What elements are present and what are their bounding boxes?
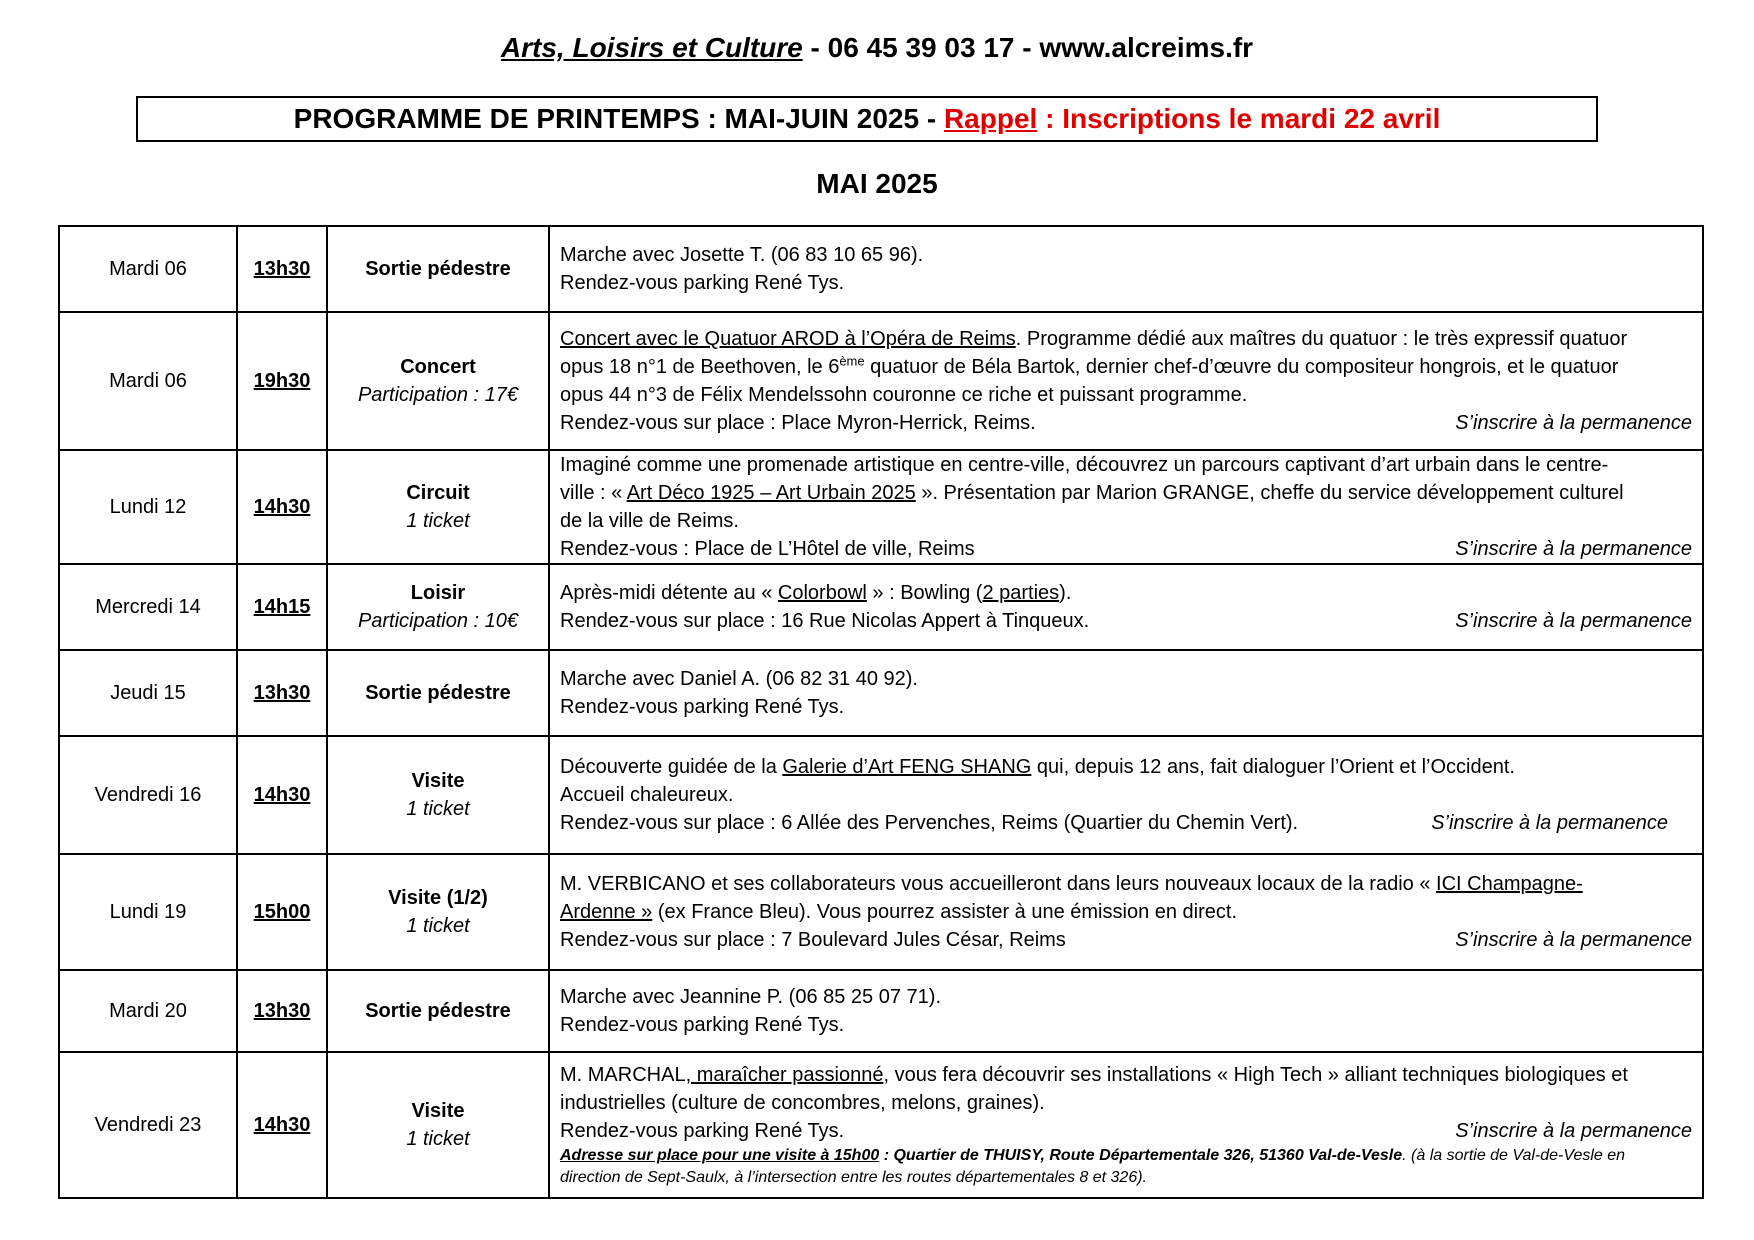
reminder	[944, 103, 1440, 134]
event-time: 13h30	[237, 970, 327, 1052]
table-row	[59, 564, 1703, 650]
event-description	[549, 736, 1703, 854]
event-type: Visite	[411, 1100, 465, 1122]
organization-name: Arts, Loisirs et Culture	[500, 32, 803, 63]
desc-text: quatuor de Béla Bartok, dernier chef-d’œuvre du compositeur hongrois, et le quatuor	[864, 356, 1619, 378]
desc-line	[560, 870, 1692, 898]
event-type: Sortie pédestre	[365, 1000, 511, 1022]
register-note: S’inscrire à la permanence	[1455, 412, 1692, 434]
desc-line: Marche avec Josette T. (06 83 10 65 96).	[560, 244, 924, 266]
event-detail: , maraîcher passionné	[685, 1064, 884, 1086]
desc-text: Rendez-vous sur place : 16 Rue Nicolas Appert à Tinqueux.	[560, 610, 1090, 632]
desc-text: qui, depuis 12 ans, fait dialoguer l’Orient et l’Occident.	[1031, 756, 1515, 778]
address-note	[560, 1145, 1692, 1167]
desc-line: Rendez-vous parking René Tys.	[560, 1014, 845, 1036]
event-link: Concert avec le Quatuor AROD à l’Opéra de Reims	[560, 328, 1016, 350]
event-description	[549, 450, 1703, 564]
event-type-cell	[327, 970, 549, 1052]
event-day: Mardi 20	[59, 970, 237, 1052]
reminder-label: Rappel	[943, 103, 1038, 134]
desc-line: Accueil chaleureux.	[560, 784, 734, 806]
event-description	[549, 564, 1703, 650]
desc-text: » : Bowling (	[866, 582, 983, 604]
desc-line: Imaginé comme une promenade artistique en centre-ville, découvrez un parcours captivant d’art urbain dans le centre-	[560, 454, 1609, 476]
event-detail: 2 parties	[982, 582, 1060, 604]
table-row	[59, 226, 1703, 312]
desc-line	[560, 353, 1692, 381]
event-day: Lundi 12	[59, 450, 237, 564]
event-link: Art Déco 1925 – Art Urbain 2025	[626, 482, 916, 504]
desc-text: ).	[1059, 582, 1072, 604]
note-text: . (à la sortie de Val-de-Vesle en	[1402, 1147, 1626, 1164]
desc-line: industrielles (culture de concombres, melons, graines).	[560, 1092, 1045, 1114]
event-day: Vendredi 16	[59, 736, 237, 854]
superscript: ème	[839, 353, 865, 369]
reminder-text: : Inscriptions le mardi 22 avril	[1037, 103, 1441, 134]
table-row	[59, 736, 1703, 854]
desc-text: ville : «	[560, 482, 627, 504]
desc-line	[560, 753, 1692, 781]
program-banner	[136, 96, 1598, 142]
desc-line: Marche avec Daniel A. (06 82 31 40 92).	[560, 668, 918, 690]
event-time: 13h30	[237, 650, 327, 736]
desc-line	[560, 579, 1692, 607]
event-price: 1 ticket	[406, 915, 470, 937]
note-label: Adresse sur place pour une visite à 15h00	[560, 1147, 880, 1164]
event-link: Galerie d’Art FENG SHANG	[782, 756, 1032, 778]
register-note: S’inscrire à la permanence	[1455, 929, 1692, 951]
event-type-cell	[327, 564, 549, 650]
desc-text: . Programme dédié aux maîtres du quatuor : le très expressif quatuor	[1015, 328, 1628, 350]
event-description	[549, 312, 1703, 450]
desc-line	[560, 479, 1692, 507]
event-type-cell	[327, 854, 549, 970]
event-type: Visite	[411, 770, 465, 792]
desc-line	[560, 898, 1692, 926]
event-time: 14h15	[237, 564, 327, 650]
desc-text: ». Présentation par Marion GRANGE, cheffe du service développement culturel	[915, 482, 1624, 504]
event-type: Sortie pédestre	[365, 258, 511, 280]
event-time: 14h30	[237, 1052, 327, 1198]
event-description	[549, 970, 1703, 1052]
address-note-line: direction de Sept-Saulx, à l’intersection entre les routes départementales 8 et 326).	[560, 1169, 1147, 1186]
event-time: 13h30	[237, 226, 327, 312]
event-day: Vendredi 23	[59, 1052, 237, 1198]
event-type-cell	[327, 1052, 549, 1198]
table-row	[59, 312, 1703, 450]
event-day: Mardi 06	[59, 312, 237, 450]
event-description	[549, 650, 1703, 736]
table-row	[59, 970, 1703, 1052]
desc-text: Rendez-vous parking René Tys.	[560, 1120, 845, 1142]
event-time: 14h30	[237, 736, 327, 854]
desc-text: Rendez-vous sur place : 7 Boulevard Jules César, Reims	[560, 929, 1066, 951]
desc-line: de la ville de Reims.	[560, 510, 739, 532]
page-header	[0, 32, 1754, 64]
event-description	[549, 226, 1703, 312]
event-time: 14h30	[237, 450, 327, 564]
desc-text: Après-midi détente au «	[560, 582, 778, 604]
desc-line: opus 44 n°3 de Félix Mendelssohn couronne ce riche et puissant programme.	[560, 384, 1248, 406]
desc-line	[560, 1061, 1692, 1089]
event-link: Ardenne »	[560, 901, 653, 923]
table-row	[59, 650, 1703, 736]
event-day: Jeudi 15	[59, 650, 237, 736]
event-day: Mercredi 14	[59, 564, 237, 650]
desc-text: Découverte guidée de la	[560, 756, 783, 778]
event-type: Sortie pédestre	[365, 682, 511, 704]
event-description	[549, 1052, 1703, 1198]
register-note: S’inscrire à la permanence	[1455, 1120, 1692, 1142]
event-day: Lundi 19	[59, 854, 237, 970]
event-time: 15h00	[237, 854, 327, 970]
event-price: Participation : 10€	[357, 610, 519, 632]
event-type: Circuit	[406, 482, 470, 504]
desc-line	[560, 607, 1692, 635]
desc-line: Marche avec Jeannine P. (06 85 25 07 71).	[560, 986, 941, 1008]
table-row	[59, 450, 1703, 564]
table-row	[59, 1052, 1703, 1198]
event-type-cell	[327, 450, 549, 564]
event-link: Colorbowl	[777, 582, 867, 604]
event-type-cell	[327, 312, 549, 450]
event-price: 1 ticket	[406, 510, 470, 532]
event-type: Loisir	[410, 582, 466, 604]
desc-text: M. VERBICANO et ses collaborateurs vous accueilleront dans leurs nouveaux locaux de la radio «	[560, 873, 1437, 895]
month-title: MAI 2025	[816, 168, 938, 199]
event-price: 1 ticket	[406, 798, 470, 820]
desc-text: (ex France Bleu). Vous pourrez assister à une émission en direct.	[652, 901, 1238, 923]
desc-line: Rendez-vous parking René Tys.	[560, 272, 845, 294]
desc-text: , vous fera découvrir ses installations « High Tech » alliant techniques biologiques et	[883, 1064, 1628, 1086]
desc-line: Rendez-vous parking René Tys.	[560, 696, 845, 718]
event-day: Mardi 06	[59, 226, 237, 312]
register-note: S’inscrire à la permanence	[1455, 610, 1692, 632]
event-type-cell	[327, 736, 549, 854]
desc-line	[560, 1117, 1692, 1145]
event-price: Participation : 17€	[357, 384, 519, 406]
register-note: S’inscrire à la permanence	[1431, 812, 1668, 834]
desc-text: opus 18 n°1 de Beethoven, le 6	[560, 356, 840, 378]
event-price: 1 ticket	[406, 1128, 470, 1150]
event-description	[549, 854, 1703, 970]
desc-line	[560, 926, 1692, 954]
program-table	[58, 225, 1704, 1199]
desc-text: Rendez-vous sur place : Place Myron-Herrick, Reims.	[560, 412, 1036, 434]
register-note: S’inscrire à la permanence	[1455, 538, 1692, 560]
table-row	[59, 854, 1703, 970]
event-time: 19h30	[237, 312, 327, 450]
contact-info: - 06 45 39 03 17 - www.alcreims.fr	[802, 32, 1254, 63]
event-type: Concert	[400, 356, 476, 378]
desc-line	[560, 325, 1692, 353]
desc-text: Rendez-vous : Place de L’Hôtel de ville, Reims	[560, 538, 975, 560]
program-title: PROGRAMME DE PRINTEMPS : MAI-JUIN 2025 -	[293, 103, 944, 134]
desc-line	[560, 409, 1692, 437]
event-type-cell	[327, 650, 549, 736]
event-type: Visite (1/2)	[388, 887, 488, 909]
desc-line	[560, 535, 1692, 563]
desc-line	[560, 809, 1692, 837]
desc-text: Rendez-vous sur place : 6 Allée des Pervenches, Reims (Quartier du Chemin Vert).	[560, 812, 1299, 834]
event-link: ICI Champagne-	[1436, 873, 1583, 895]
event-type-cell	[327, 226, 549, 312]
note-address: : Quartier de THUISY, Route Départementale 326, 51360 Val-de-Vesle	[879, 1147, 1403, 1164]
desc-text: M. MARCHAL	[560, 1064, 686, 1086]
